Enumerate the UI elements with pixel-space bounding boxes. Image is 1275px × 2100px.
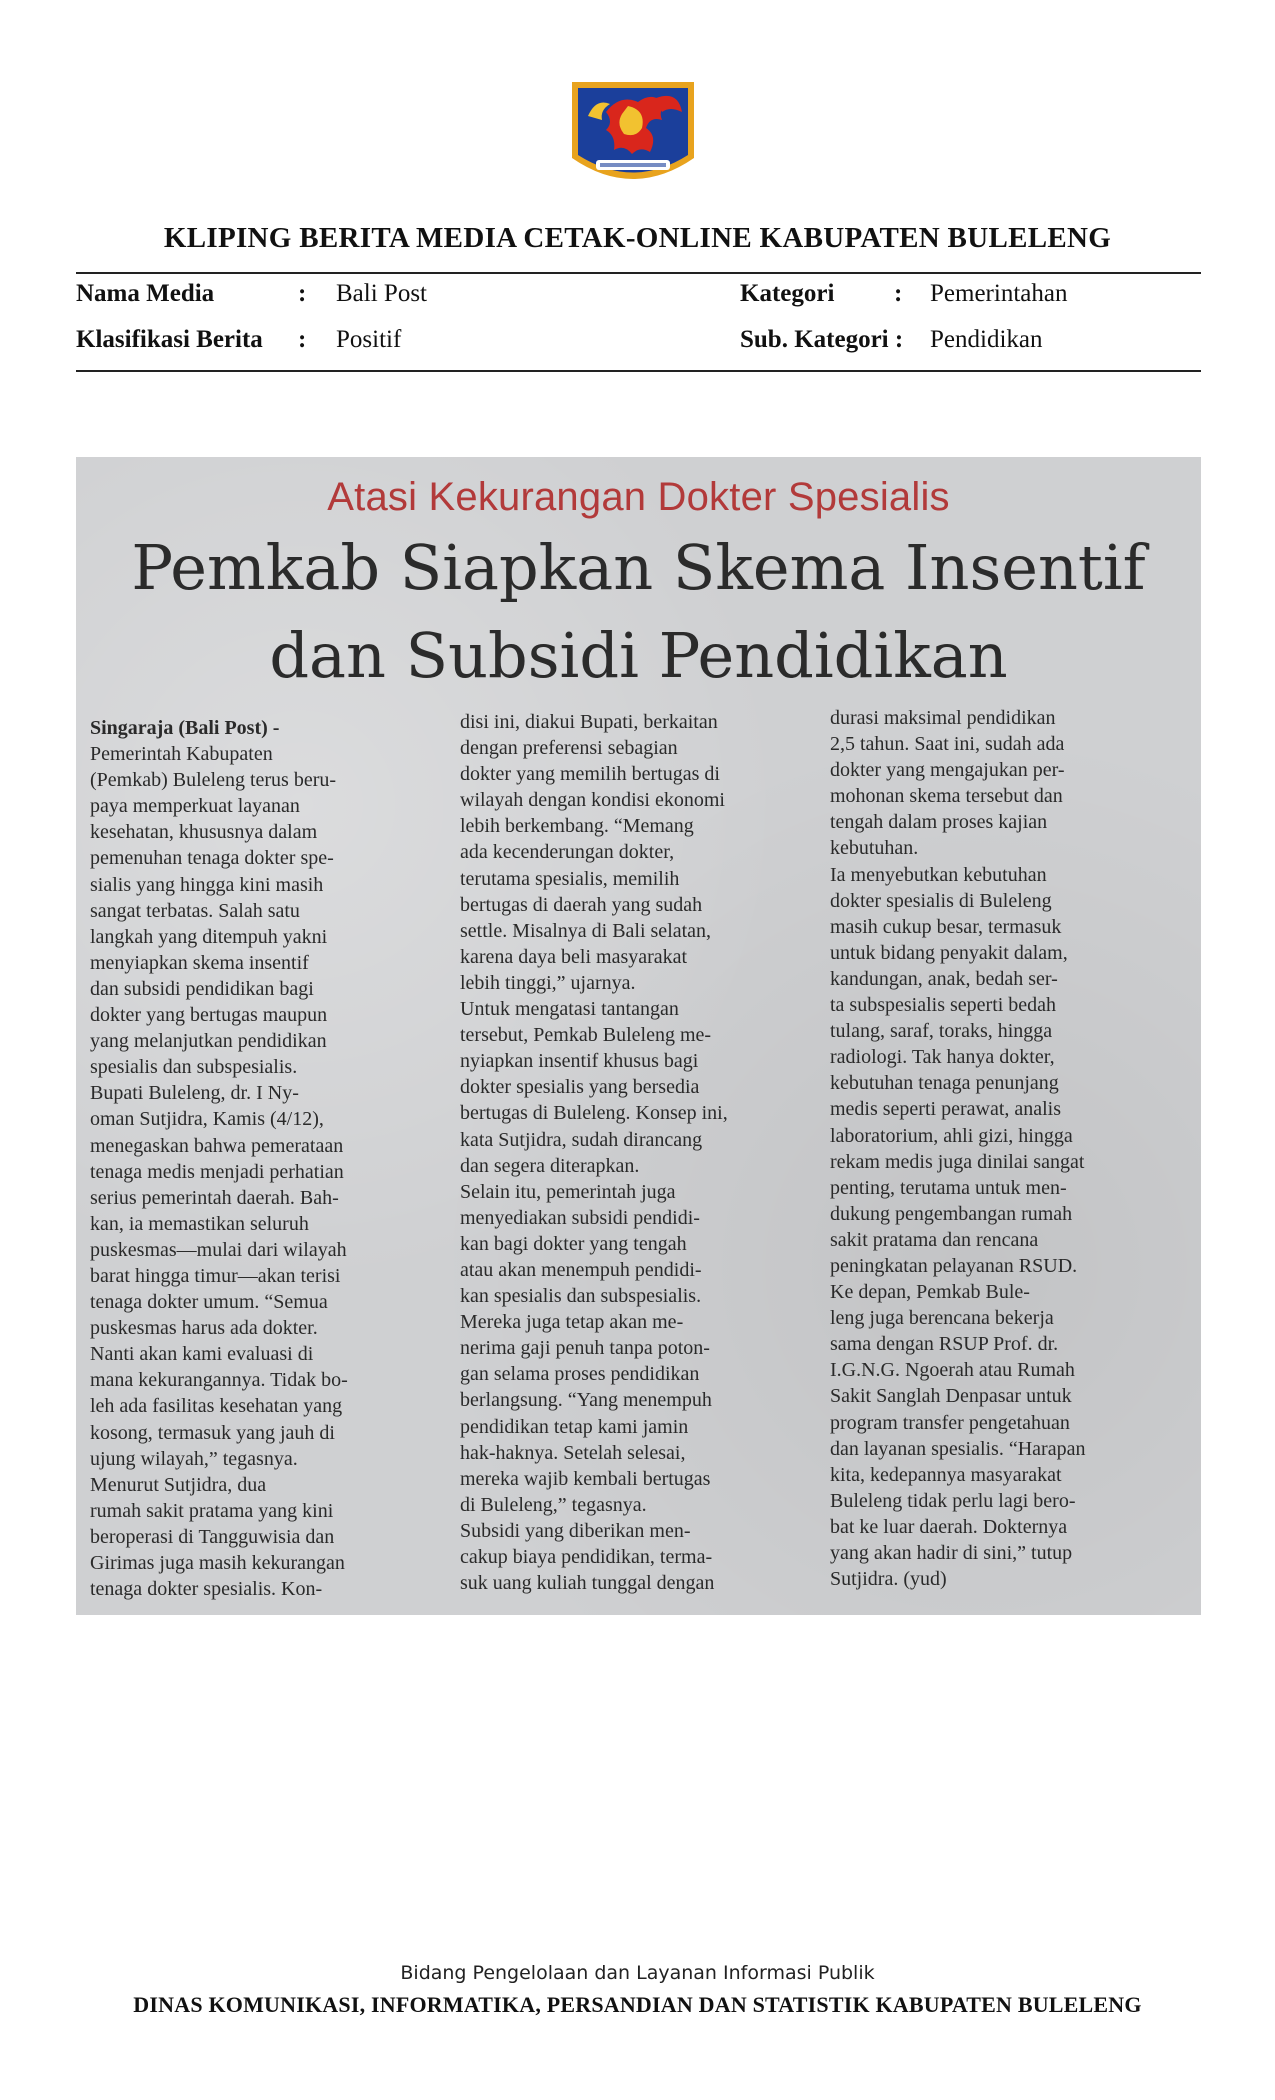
article-line: karena daya beli masyarakat (460, 945, 688, 968)
article-line: peningkatan pelayanan RSUD. (830, 1254, 1078, 1277)
article-line: Pemerintah Kabupaten (90, 743, 273, 766)
article-line: Mereka juga tetap akan me- (460, 1311, 684, 1334)
article-line: dan subsidi pendidikan bagi (90, 977, 314, 1000)
article-line: settle. Misalnya di Bali selatan, (460, 919, 712, 942)
article-line: puskesmas—mulai dari wilayah (90, 1238, 347, 1261)
article-line: ada kecenderungan dokter, (460, 841, 675, 864)
header-divider-bottom (76, 370, 1201, 372)
article-headline-line-2: dan Subsidi Pendidikan (269, 619, 1008, 692)
article-line: paya memperkuat layanan (90, 795, 300, 818)
article-line: yang akan hadir di sini,” tutup (830, 1542, 1073, 1564)
article-line: Nanti akan kami evaluasi di (90, 1343, 314, 1366)
article-line: kata Sutjidra, sudah dirancang (460, 1128, 703, 1151)
article-line: tengah dalam proses kajian (830, 811, 1048, 834)
article-line: dokter spesialis di Buleleng (830, 889, 1052, 912)
article-line: Ke depan, Pemkab Bule- (830, 1281, 1030, 1304)
article-line: ujung wilayah,” tegasnya. (90, 1447, 298, 1470)
article-line: tenaga dokter spesialis. Kon- (90, 1578, 323, 1601)
article-line: kesehatan, khususnya dalam (90, 821, 318, 844)
article-column-2 (460, 709, 803, 1596)
article-line: untuk bidang penyakit dalam, (830, 941, 1068, 964)
article-column-3 (830, 705, 1173, 1592)
article-line: Girimas juga masih kekurangan (90, 1552, 345, 1574)
article-line: (Pemkab) Buleleng terus beru- (90, 769, 337, 792)
article-line: disi ini, diakui Bupati, berkaitan (460, 711, 718, 733)
header-divider-top (76, 272, 1201, 274)
document-title: KLIPING BERITA MEDIA CETAK-ONLINE KABUPATEN BULELENG (163, 222, 1112, 254)
article-line: cakup biaya pendidikan, terma- (460, 1546, 713, 1568)
separator: : (298, 280, 307, 307)
article-line: program transfer pengetahuan (830, 1411, 1070, 1434)
article-line: sama dengan RSUP Prof. dr. (830, 1333, 1059, 1356)
article-line: tulang, saraf, toraks, hingga (830, 1020, 1053, 1043)
article-line: leh ada fasilitas kesehatan yang (90, 1395, 343, 1418)
article-line: pemenuhan tenaga dokter spe- (90, 847, 334, 870)
article-line: 2,5 tahun. Saat ini, sudah ada (830, 733, 1065, 756)
article-line: sialis yang hingga kini masih (90, 873, 324, 896)
article-line: kan bagi dokter yang tengah (460, 1232, 687, 1255)
kategori-label: Kategori (740, 280, 835, 307)
article-line: Bupati Buleleng, dr. I Ny- (90, 1082, 299, 1105)
article-line: langkah yang ditempuh yakni (90, 925, 328, 948)
article-line: kan, ia memastikan seluruh (90, 1212, 309, 1235)
article-line: kandungan, anak, bedah ser- (830, 967, 1058, 990)
article-line: Singaraja (Bali Post) - (90, 717, 280, 739)
sub-kategori-label: Sub. Kategori : (740, 326, 904, 353)
article-line: dokter yang memilih bertugas di (460, 763, 720, 786)
article-line: Selain itu, pemerintah juga (460, 1180, 676, 1203)
article-line: gan selama proses pendidikan (460, 1363, 700, 1386)
article-line: kosong, termasuk yang jauh di (90, 1421, 335, 1444)
article-line: serius pemerintah daerah. Bah- (90, 1186, 339, 1209)
article-line: durasi maksimal pendidikan (830, 707, 1056, 729)
article-line: yang melanjutkan pendidikan (90, 1030, 327, 1053)
article-line: penting, terutama untuk men- (830, 1176, 1067, 1199)
nama-media-label: Nama Media (76, 280, 215, 307)
article-line: radiologi. Tak hanya dokter, (830, 1046, 1055, 1069)
article-line: lebih tinggi,” ujarnya. (460, 971, 636, 994)
article-line: Sutjidra. (yud) (830, 1568, 947, 1591)
article-line: rumah sakit pratama yang kini (90, 1499, 334, 1522)
article-line: hak-haknya. Setelah selesai, (460, 1441, 686, 1464)
article-line: dokter yang bertugas maupun (90, 1004, 328, 1027)
article-line: dukung pengembangan rumah (830, 1202, 1073, 1225)
article-line: bertugas di daerah yang sudah (460, 893, 703, 916)
article-line: dokter spesialis yang bersedia (460, 1076, 700, 1099)
article-line: mana kekurangannya. Tidak bo- (90, 1369, 348, 1392)
article-line: kebutuhan. (830, 837, 919, 860)
newspaper-clipping (76, 457, 1201, 1615)
article-line: sangat terbatas. Salah satu (90, 899, 300, 922)
article-line: menyediakan subsidi pendidi- (460, 1206, 700, 1229)
article-line: mohonan skema tersebut dan (830, 785, 1063, 808)
article-line: tenaga dokter umum. “Semua (90, 1291, 328, 1314)
article-line: spesialis dan subspesialis. (90, 1056, 298, 1079)
article-line: ta subspesialis seperti bedah (830, 994, 1057, 1017)
klasifikasi-label: Klasifikasi Berita (76, 326, 263, 353)
klasifikasi-value: Positif (336, 326, 402, 353)
article-line: nyiapkan insentif khusus bagi (460, 1050, 699, 1073)
article-line: dan segera diterapkan. (460, 1154, 640, 1177)
article-headline-line-1: Pemkab Siapkan Skema Insentif (131, 531, 1146, 604)
article-line: beroperasi di Tangguwisia dan (90, 1525, 335, 1548)
separator: : (298, 326, 307, 353)
article-line: rekam medis juga dinilai sangat (830, 1150, 1085, 1173)
article-line: nerima gaji penuh tanpa poton- (460, 1337, 710, 1360)
article-line: suk uang kuliah tunggal dengan (460, 1572, 715, 1595)
article-line: kita, kedepannya masyarakat (830, 1463, 1062, 1486)
article-line: Subsidi yang diberikan men- (460, 1519, 691, 1542)
article-line: medis seperti perawat, analis (830, 1098, 1062, 1121)
singa-ambara-raja-crest-icon (566, 76, 700, 198)
separator: : (894, 280, 903, 307)
nama-media-value: Bali Post (336, 280, 427, 307)
article-kicker: Atasi Kekurangan Dokter Spesialis (327, 475, 950, 519)
article-line: barat hingga timur—akan terisi (90, 1264, 341, 1287)
kategori-value: Pemerintahan (930, 280, 1068, 307)
meta-row-media (76, 280, 1201, 320)
article-line: puskesmas harus ada dokter. (90, 1317, 318, 1340)
article-line: laboratorium, ahli gizi, hingga (830, 1124, 1073, 1147)
article-line: berlangsung. “Yang menempuh (460, 1389, 712, 1412)
article-line: terutama spesialis, memilih (460, 867, 680, 890)
footer-unit: Bidang Pengelolaan dan Layanan Informasi Publik (400, 1962, 875, 1984)
article-line: menegaskan bahwa pemerataan (90, 1134, 344, 1157)
article-line: tersebut, Pemkab Buleleng me- (460, 1024, 712, 1047)
article-line: tenaga medis menjadi perhatian (90, 1160, 344, 1183)
article-line: leng juga berencana bekerja (830, 1307, 1054, 1330)
article-line: masih cukup besar, termasuk (830, 915, 1062, 938)
article-line: Menurut Sutjidra, dua (90, 1473, 267, 1496)
article-line: dan layanan spesialis. “Harapan (830, 1437, 1086, 1460)
article-line: kebutuhan tenaga penunjang (830, 1072, 1059, 1095)
article-column-1 (90, 715, 433, 1602)
article-line: bat ke luar daerah. Dokternya (830, 1515, 1068, 1538)
article-line: Ia menyebutkan kebutuhan (830, 863, 1047, 886)
sub-kategori-value: Pendidikan (930, 326, 1043, 353)
article-line: Sakit Sanglah Denpasar untuk (830, 1385, 1072, 1408)
article-line: I.G.N.G. Ngoerah atau Rumah (830, 1359, 1075, 1382)
article-line: wilayah dengan kondisi ekonomi (460, 789, 725, 812)
article-line: sakit pratama dan rencana (830, 1228, 1039, 1251)
article-line: dokter yang mengajukan per- (830, 759, 1065, 782)
footer-agency: DINAS KOMUNIKASI, INFORMATIKA, PERSANDIAN DAN STATISTIK KABUPATEN BULELENG (133, 1992, 1142, 2017)
article-line: pendidikan tetap kami jamin (460, 1415, 689, 1438)
article-line: mereka wajib kembali bertugas (460, 1467, 711, 1490)
article-line: kan spesialis dan subspesialis. (460, 1285, 702, 1308)
article-line: menyiapkan skema insentif (90, 951, 309, 974)
article-line: Untuk mengatasi tantangan (460, 998, 679, 1021)
article-line: oman Sutjidra, Kamis (4/12), (90, 1108, 324, 1131)
article-line: di Buleleng,” tegasnya. (460, 1493, 647, 1516)
article-line: dengan preferensi sebagian (460, 737, 678, 760)
article-line: atau akan menempuh pendidi- (460, 1258, 702, 1281)
article-line: bertugas di Buleleng. Konsep ini, (460, 1102, 728, 1125)
meta-row-klasifikasi (76, 326, 1201, 366)
article-line: lebih berkembang. “Memang (460, 815, 694, 838)
article-line: Buleleng tidak perlu lagi bero- (830, 1489, 1076, 1512)
